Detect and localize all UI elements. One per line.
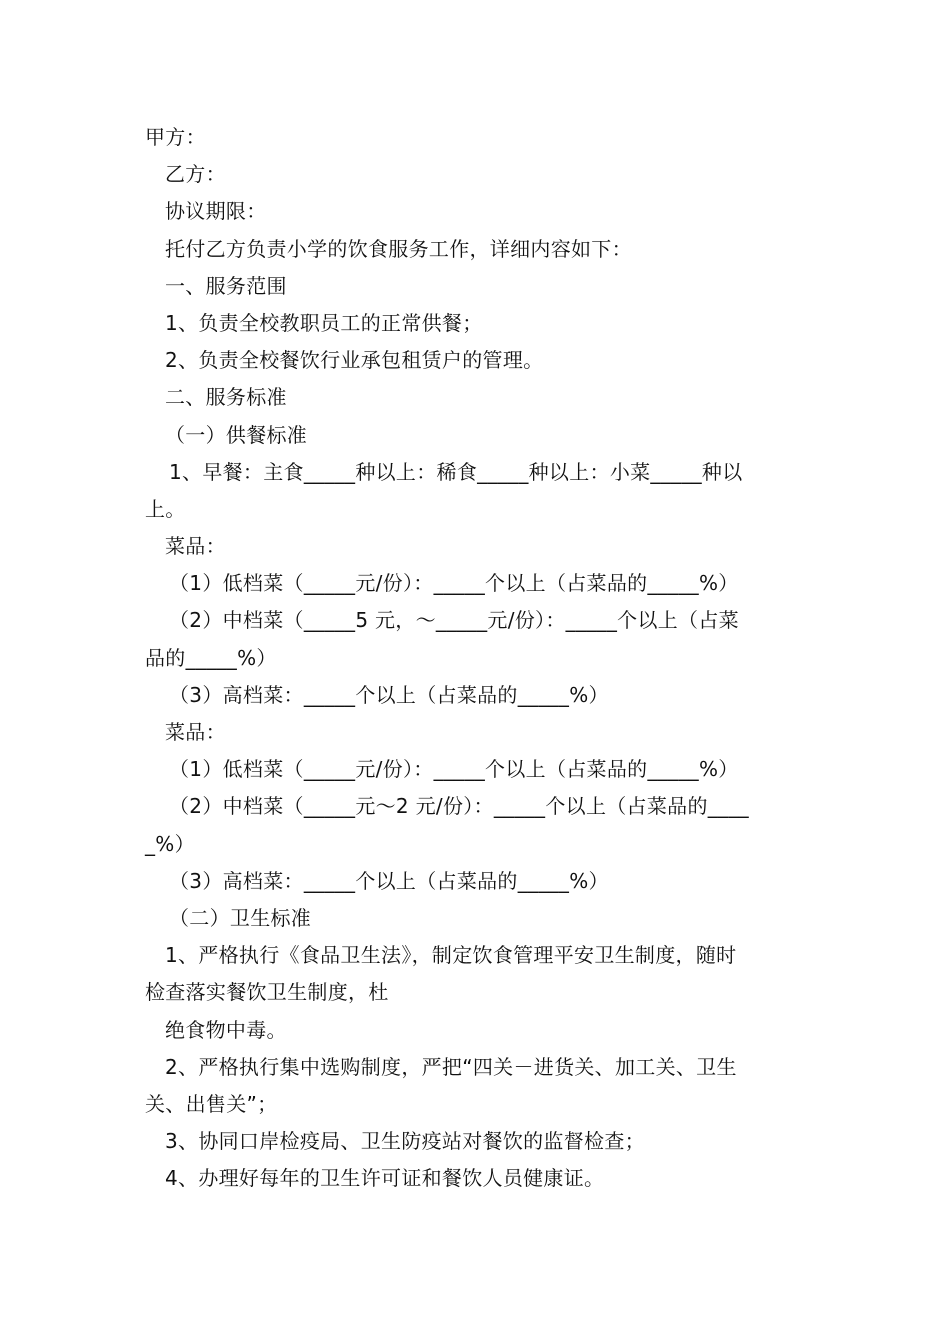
mid-grade-dish-line-2: （2）中档菜（_____元～2 元/份）：_____个以上（占菜品的____ xyxy=(169,794,749,819)
subsection-heading-hygiene-standards: （二）卫生标准 xyxy=(169,905,312,930)
low-grade-dish-line-1: （1）低档菜（_____元/份）：_____个以上（占菜品的_____%） xyxy=(169,571,739,596)
dishes-label-2: 菜品： xyxy=(165,720,226,744)
dishes-label-1: 菜品： xyxy=(165,534,226,559)
hygiene-item-2: 2、严格执行集中选购制度，严把“四关－进货关、加工关、卫生 xyxy=(165,1054,737,1079)
scope-item-2: 2、负责全校餐饮行业承包租赁户的管理。 xyxy=(165,348,544,373)
agreement-term-line: 协议期限： xyxy=(165,199,267,224)
high-grade-dish-line-1: （3）高档菜：_____个以上（占菜品的_____%） xyxy=(169,682,609,707)
section-heading-service-standards: 二、服务标准 xyxy=(165,385,287,410)
intro-paragraph: 托付乙方负责小学的饮食服务工作，详细内容如下： xyxy=(165,236,632,261)
hygiene-item-2-cont: 关、出售关”； xyxy=(145,1091,278,1116)
mid-grade-dish-line-1-cont: 品的_____%） xyxy=(145,645,277,670)
hygiene-item-1-cont: 检查落实餐饮卫生制度，杜 xyxy=(145,980,389,1005)
party-a-line: 甲方： xyxy=(145,125,206,149)
high-grade-dish-line-2: （3）高档菜：_____个以上（占菜品的_____%） xyxy=(169,868,609,893)
hygiene-item-3: 3、协同口岸检疫局、卫生防疫站对餐饮的监督检查； xyxy=(165,1129,645,1154)
breakfast-line: 1、早餐：主食_____种以上：稀食_____种以上：小菜_____种以 xyxy=(169,459,743,484)
low-grade-dish-line-2: （1）低档菜（_____元/份）：_____个以上（占菜品的_____%） xyxy=(169,757,739,782)
mid-grade-dish-line-2-cont: _%） xyxy=(145,831,195,856)
section-heading-service-scope: 一、服务范围 xyxy=(165,273,287,298)
hygiene-item-1-cont-2: 绝食物中毒。 xyxy=(165,1017,287,1042)
mid-grade-dish-line-1: （2）中档菜（_____5 元，～_____元/份）：_____个以上（占菜 xyxy=(169,608,739,633)
hygiene-item-1: 1、严格执行《食品卫生法》，制定饮食管理平安卫生制度，随时 xyxy=(165,943,737,968)
subsection-heading-meal-standards: （一）供餐标准 xyxy=(165,422,308,447)
party-b-line: 乙方： xyxy=(165,162,226,187)
scope-item-1: 1、负责全校教职员工的正常供餐； xyxy=(165,310,483,335)
hygiene-item-4: 4、办理好每年的卫生许可证和餐饮人员健康证。 xyxy=(165,1166,605,1191)
document-body xyxy=(145,119,810,1197)
breakfast-line-cont: 上。 xyxy=(145,496,186,521)
